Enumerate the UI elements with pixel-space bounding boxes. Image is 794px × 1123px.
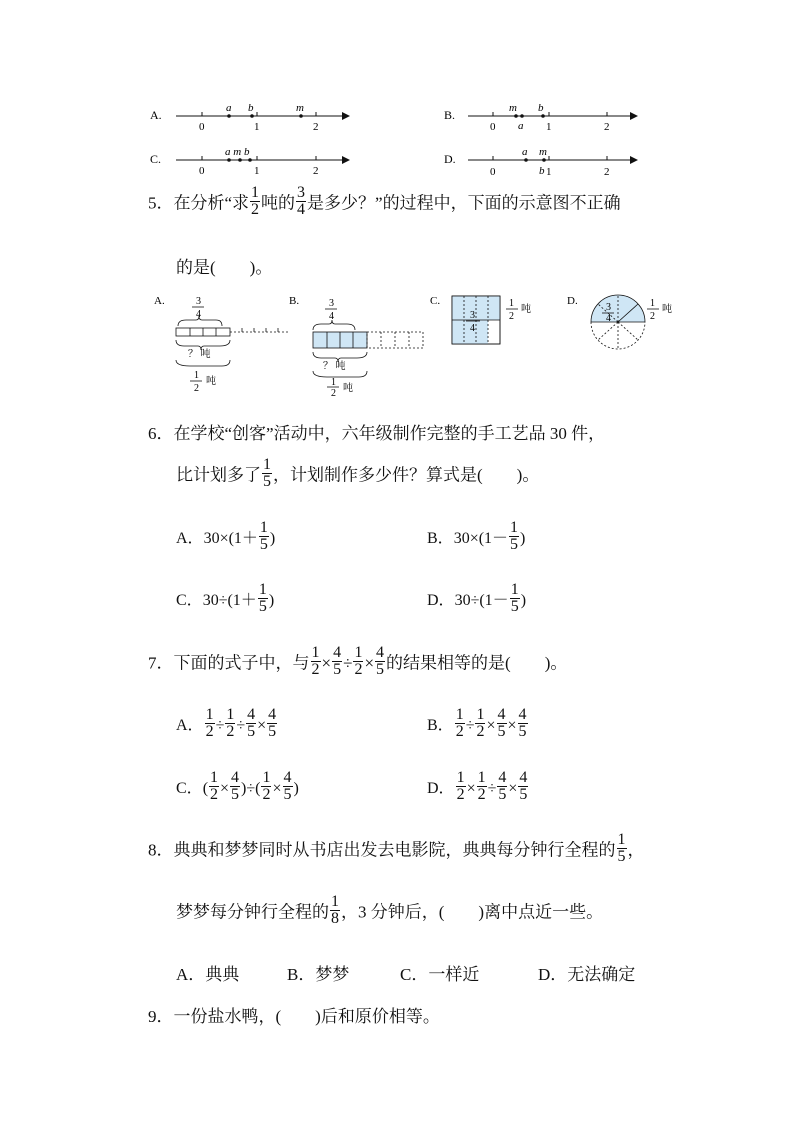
svg-text:2: 2 [604, 166, 610, 178]
question-6-line-2: 比计划多了 $\frac{1}{5}$ ，计划制作多少件？算式是( )。 [176, 456, 540, 490]
svg-text:吨: 吨 [662, 304, 672, 315]
option-letter: B. [444, 108, 456, 122]
svg-text:1: 1 [650, 298, 655, 309]
svg-text:2: 2 [194, 383, 199, 392]
question-7-stem: 7．下面的式子中，与 $\frac{1}{2}$ × $\frac{4}{5}$ ÷ $\frac{1}{2}$ × $\frac{4}{5}$ 的结果相等的是( )。 [148, 644, 568, 678]
question-8-line-2: 梦梦每分钟行全程的 $\frac{1}{8}$ ，3 分钟后，( )离中点近一些。 [176, 893, 604, 927]
svg-text:吨: 吨 [343, 383, 353, 394]
q5-diagram-b [287, 292, 432, 396]
svg-text:0: 0 [199, 165, 205, 177]
q5-diagram-c [428, 292, 558, 348]
q7-option-b[interactable]: B． $\frac{1}{2}$ ÷ $\frac{1}{2}$ × $\frac{4}{5}$ × $\frac{4}{5}$ [427, 706, 527, 740]
q8-option-d[interactable]: D．无法确定 [538, 965, 636, 984]
svg-text:1: 1 [254, 121, 260, 133]
svg-text:3: 3 [470, 310, 475, 321]
q8-option-c[interactable]: C．一样近 [400, 965, 480, 984]
question-8-line-1: 8．典典和梦梦同时从书店出发去电影院，典典每分钟行全程的 $\frac{1}{5}$ ， [148, 831, 645, 865]
svg-text:？ 吨: ？ 吨 [188, 349, 211, 360]
q7-option-d[interactable]: D． $\frac{1}{2}$ × $\frac{1}{2}$ ÷ $\frac{4}{5}$ × $\frac{4}{5}$ [427, 769, 528, 803]
svg-text:2: 2 [604, 121, 610, 133]
svg-text:2: 2 [313, 121, 319, 133]
svg-text:2: 2 [313, 165, 319, 177]
question-number: 7． [148, 653, 174, 673]
svg-text:1: 1 [194, 370, 199, 381]
svg-text:4: 4 [196, 309, 201, 320]
svg-text:b: b [248, 102, 254, 114]
svg-text:2: 2 [509, 311, 514, 322]
question-number: 5． [148, 193, 174, 213]
question-5-line-2: 的是( )。 [176, 258, 273, 277]
question-6-line-1: 6．在学校“创客”活动中，六年级制作完整的手工艺品 30 件， [148, 424, 606, 443]
option-letter: D. [567, 295, 578, 307]
option-letter: A. [154, 295, 165, 307]
numberline-option-c [146, 144, 366, 178]
q6-option-b[interactable]: B．30×(1－ $\frac{1}{5}$ ) [427, 519, 526, 553]
fraction: $\frac{3}{4}$ [297, 184, 306, 218]
question-9: 9．一份盐水鸭，( )后和原价相等。 [148, 1007, 440, 1026]
option-letter: A. [150, 108, 162, 122]
svg-text:1: 1 [331, 377, 336, 388]
svg-text:吨: 吨 [521, 304, 531, 315]
svg-text:3: 3 [606, 302, 611, 313]
numberline-option-a [146, 100, 366, 134]
option-letter: B. [289, 295, 300, 307]
svg-text:m: m [296, 102, 304, 114]
svg-text:0: 0 [199, 121, 205, 133]
question-number: 8． [148, 840, 174, 860]
svg-text:2: 2 [650, 311, 655, 322]
option-letter: C. [150, 152, 162, 166]
svg-text:0: 0 [490, 121, 496, 133]
q6-option-c[interactable]: C．30÷(1＋ $\frac{1}{5}$ ) [176, 581, 275, 615]
svg-text:a: a [518, 120, 524, 132]
svg-text:m: m [539, 146, 547, 158]
q6-option-d[interactable]: D．30÷(1－ $\frac{1}{5}$ ) [427, 581, 527, 615]
svg-text:0: 0 [490, 166, 496, 178]
q7-option-c[interactable]: C．( $\frac{1}{2}$ × $\frac{4}{5}$ )÷( $\frac{1}{2}$ × $\frac{4}{5}$ ) [176, 769, 299, 803]
numberline-option-d [440, 144, 650, 180]
svg-text:1: 1 [546, 166, 552, 178]
svg-text:b: b [538, 102, 544, 114]
numberline-option-b [440, 100, 650, 134]
svg-text:2: 2 [331, 388, 336, 396]
svg-text:4: 4 [329, 311, 334, 322]
question-number: 6． [148, 424, 174, 443]
svg-text:1: 1 [546, 121, 552, 133]
svg-text:a: a [522, 146, 528, 158]
fraction: $\frac{1}{2}$ [251, 184, 260, 218]
svg-text:m: m [509, 102, 517, 114]
question-number: 9． [148, 1007, 174, 1026]
svg-text:4: 4 [470, 323, 475, 334]
svg-text:3: 3 [329, 298, 334, 309]
svg-text:吨: 吨 [206, 376, 216, 387]
svg-text:1: 1 [254, 165, 260, 177]
q6-option-a[interactable]: A．30×(1＋ $\frac{1}{5}$ ) [176, 519, 276, 553]
fraction: $\frac{1}{5}$ [263, 456, 271, 490]
q5-diagram-a [150, 292, 295, 392]
svg-text:b: b [539, 165, 545, 177]
svg-text:a m b: a m b [225, 146, 250, 158]
svg-text:1: 1 [509, 298, 514, 309]
svg-text:a: a [226, 102, 232, 114]
q5-diagram-d [565, 292, 695, 352]
q7-option-a[interactable]: A． $\frac{1}{2}$ ÷ $\frac{1}{2}$ ÷ $\frac{4}{5}$ × $\frac{4}{5}$ [176, 706, 277, 740]
q8-option-b[interactable]: B．梦梦 [287, 965, 350, 984]
svg-text:4: 4 [606, 313, 611, 324]
q8-option-a[interactable]: A．典典 [176, 965, 240, 984]
question-5-line-1: 5．在分析“求 $\frac{1}{2}$ 吨的 $\frac{3}{4}$ 是多少？”的过程中，下面的示意图不正确 [148, 184, 621, 218]
svg-text:？ 吨: ？ 吨 [323, 361, 346, 372]
option-letter: C. [430, 295, 441, 307]
svg-text:3: 3 [196, 296, 201, 307]
option-letter: D. [444, 152, 456, 166]
